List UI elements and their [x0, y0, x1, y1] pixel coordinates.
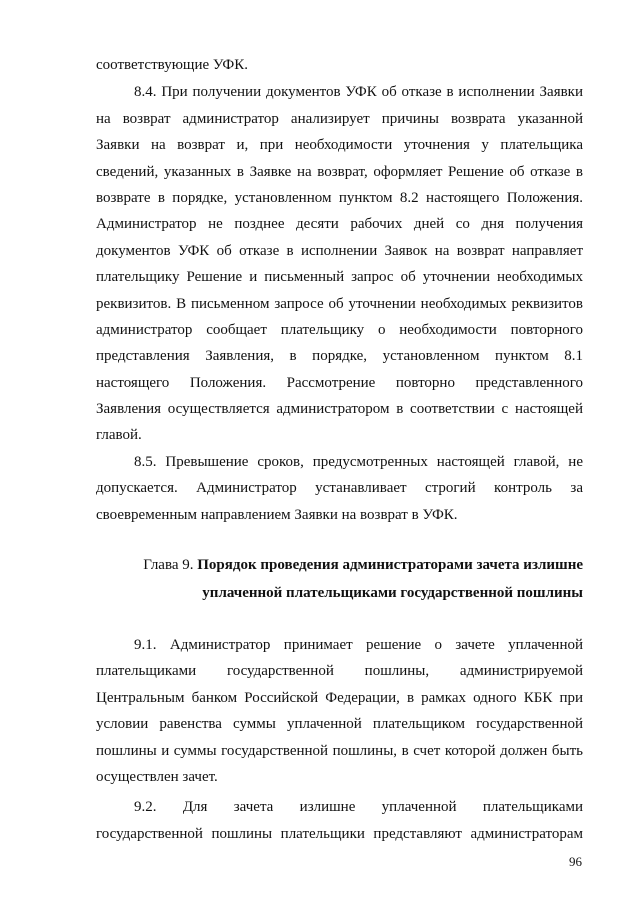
text-line: Центральным банком Российской Федерации, в рамках одного КБК при: [96, 689, 583, 706]
chapter-title-bold-2: уплаченной плательщиками государственной пошлины: [202, 585, 583, 602]
text-line: условии равенства суммы уплаченной плательщиком государственной: [96, 716, 583, 733]
text-line: администратор сообщает плательщику о необходимости повторного: [96, 321, 583, 338]
text-line: Заявки на возврат и, при необходимости уточнения у плательщика: [96, 137, 583, 154]
text-line: осуществлен зачет.: [96, 768, 218, 785]
paragraph-8-5: [96, 449, 583, 528]
text-line: 8.5. Превышение сроков, предусмотренных настоящей главой, не: [134, 453, 583, 470]
text-line: государственной пошлины плательщики представляют администраторам: [96, 825, 583, 842]
text-line: Администратор не позднее десяти рабочих дней со дня получения: [96, 216, 583, 233]
paragraph-8-4: [96, 79, 583, 448]
text-line: сведений, указанных в Заявке на возврат, оформляет Решение об отказе в: [96, 163, 583, 180]
text-line: пошлины и суммы государственной пошлины, в счет которой должен быть: [96, 742, 583, 759]
text-line: главой.: [96, 427, 142, 444]
paragraph-8-3-tail: [96, 52, 583, 78]
page-number: 96: [569, 854, 582, 869]
paragraph-9-1: [96, 632, 583, 790]
document-body: [96, 52, 583, 528]
text-line: 9.1. Администратор принимает решение о зачете уплаченной: [134, 637, 583, 653]
chapter-title-bold-1: Порядок проведения администраторами зачета излишне: [197, 557, 583, 573]
text-line: соответствующие УФК.: [96, 57, 248, 73]
text-line: на возврат администратор анализирует причины возврата указанной: [96, 110, 583, 127]
chapter-9-heading: [96, 552, 583, 607]
text-line: допускается. Администратор устанавливает строгий контроль за: [96, 480, 583, 497]
document-body-continued: [96, 632, 583, 847]
text-line: возврате в порядке, установленном пунктом 8.2 настоящего Положения.: [96, 189, 583, 206]
chapter-title-line-1: [96, 552, 583, 578]
chapter-prefix: Глава 9.: [143, 557, 194, 573]
text-line: плательщиками государственной пошлины, администрируемой: [96, 663, 583, 680]
text-line: реквизитов. В письменном запросе об уточнении необходимых реквизитов: [96, 295, 583, 312]
text-line: представления Заявления, в порядке, установленном пунктом 8.1: [96, 348, 583, 365]
text-line: настоящего Положения. Рассмотрение повторно представленного: [96, 374, 583, 391]
text-line: 9.2. Для зачета излишне уплаченной плательщиками: [134, 799, 583, 816]
paragraph-9-2: [96, 794, 583, 847]
text-line: плательщику Решение и письменный запрос об уточнении необходимых: [96, 269, 583, 286]
text-line: своевременным направлением Заявки на возврат в УФК.: [96, 506, 458, 523]
text-line: 8.4. При получении документов УФК об отказе в исполнении Заявки: [134, 84, 583, 101]
text-line: Заявления осуществляется администратором в соответствии с настоящей: [96, 401, 583, 418]
chapter-title-line-2: [96, 580, 583, 606]
text-line: документов УФК об отказе в исполнении Заявок на возврат направляет: [96, 242, 583, 259]
